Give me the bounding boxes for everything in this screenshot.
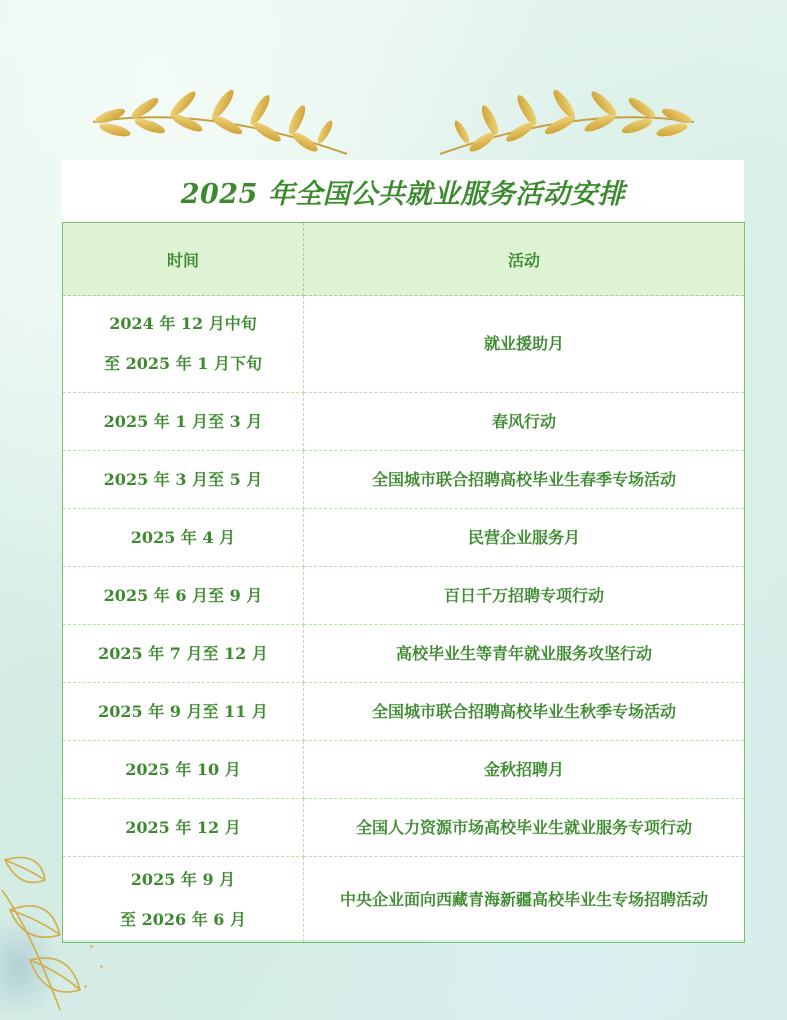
activity-cell: 民营企业服务月 bbox=[304, 509, 745, 567]
gold-speck bbox=[90, 945, 93, 948]
time-cell bbox=[63, 857, 304, 943]
time-line: 2025 年 9 月 bbox=[130, 869, 236, 889]
activity-cell: 全国城市联合招聘高校毕业生秋季专场活动 bbox=[304, 683, 745, 741]
gold-speck bbox=[84, 985, 87, 988]
table-row bbox=[63, 799, 745, 857]
time-cell: 2025 年 4 月 bbox=[63, 509, 304, 567]
activity-cell: 春风行动 bbox=[304, 393, 745, 451]
page-title: 2025 年全国公共就业服务活动安排 bbox=[180, 178, 626, 210]
activity-cell: 百日千万招聘专项行动 bbox=[304, 567, 745, 625]
schedule-card bbox=[62, 160, 744, 940]
schedule-table bbox=[62, 222, 745, 943]
table-row bbox=[63, 857, 745, 943]
laurel-branch-right-icon bbox=[432, 90, 702, 160]
time-cell: 2025 年 12 月 bbox=[63, 799, 304, 857]
table-row bbox=[63, 509, 745, 567]
table-row bbox=[63, 296, 745, 393]
time-cell: 2025 年 3 月至 5 月 bbox=[63, 451, 304, 509]
activity-cell: 高校毕业生等青年就业服务攻坚行动 bbox=[304, 625, 745, 683]
time-cell: 2025 年 9 月至 11 月 bbox=[63, 683, 304, 741]
gold-speck bbox=[100, 965, 103, 968]
table-row bbox=[63, 683, 745, 741]
time-line: 2024 年 12 月中旬 bbox=[109, 314, 257, 333]
time-cell: 2025 年 1 月至 3 月 bbox=[63, 393, 304, 451]
header-time: 时间 bbox=[63, 223, 304, 296]
table-row bbox=[63, 451, 745, 509]
activity-cell: 中央企业面向西藏青海新疆高校毕业生专场招聘活动 bbox=[304, 857, 745, 943]
time-cell: 2025 年 10 月 bbox=[63, 741, 304, 799]
activity-cell: 全国城市联合招聘高校毕业生春季专场活动 bbox=[304, 451, 745, 509]
time-line: 至 2026 年 6 月 bbox=[120, 909, 246, 929]
laurel-branch-left-icon bbox=[85, 90, 355, 160]
activity-cell: 就业援助月 bbox=[304, 296, 745, 393]
activity-cell: 金秋招聘月 bbox=[304, 741, 745, 799]
header-activity: 活动 bbox=[304, 223, 745, 296]
activity-cell: 全国人力资源市场高校毕业生就业服务专项行动 bbox=[304, 799, 745, 857]
time-line: 至 2025 年 1 月下旬 bbox=[104, 354, 262, 373]
time-cell: 2025 年 7 月至 12 月 bbox=[63, 625, 304, 683]
table-row bbox=[63, 393, 745, 451]
time-cell: 2025 年 6 月至 9 月 bbox=[63, 567, 304, 625]
table-row bbox=[63, 567, 745, 625]
table-row bbox=[63, 741, 745, 799]
table-row bbox=[63, 625, 745, 683]
time-cell bbox=[63, 296, 304, 393]
table-header-row bbox=[63, 223, 745, 296]
